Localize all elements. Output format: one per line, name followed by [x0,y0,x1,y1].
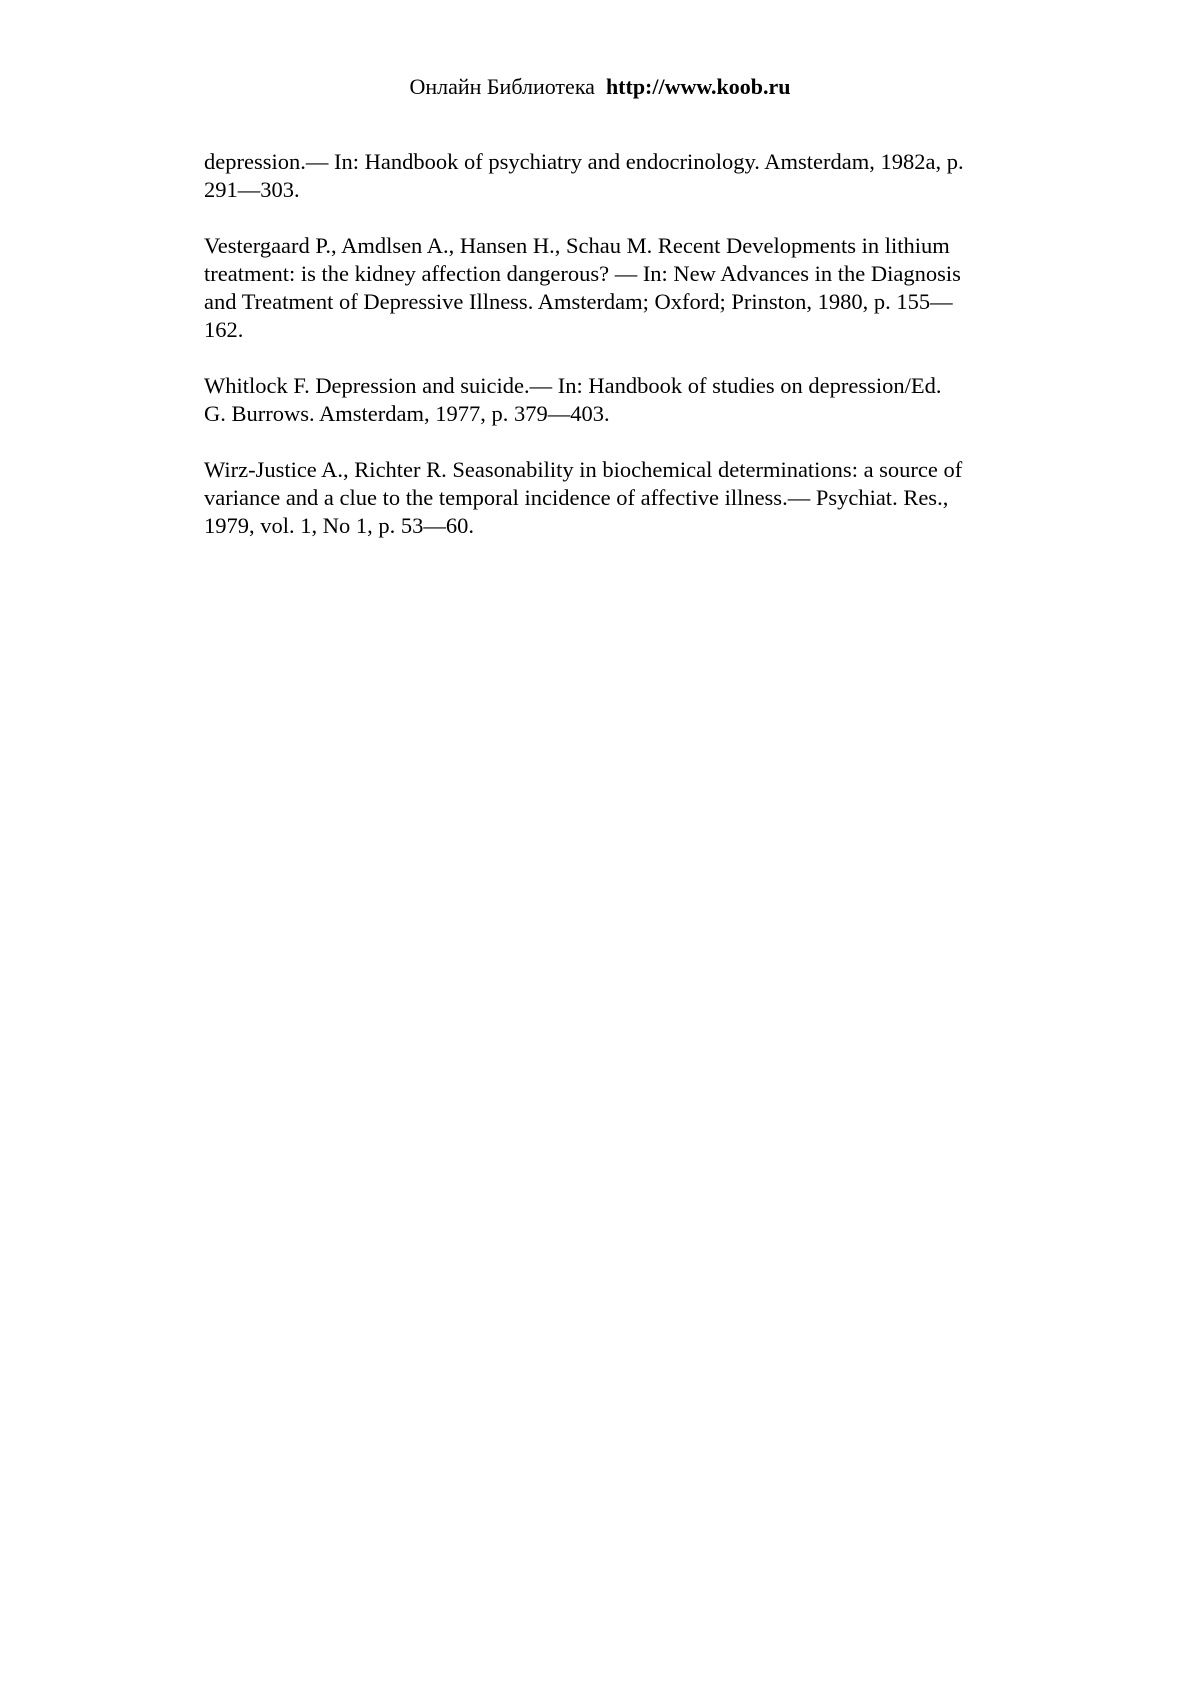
page-header [0,72,1200,102]
reference-line: 291—303. [204,177,300,202]
reference-item [204,148,1034,204]
reference-item [204,232,1034,344]
reference-line: treatment: is the kidney affection dangerous? — In: New Advances in the Diagnosis [204,261,961,286]
reference-line: and Treatment of Depressive Illness. Amsterdam; Oxford; Prinston, 1980, p. 155— [204,289,953,314]
reference-line: depression.— In: Handbook of psychiatry and endocrinology. Amsterdam, 1982a, p. [204,149,964,174]
site-url: http://www.koob.ru [605,74,791,99]
library-name: Онлайн Библиотека [409,74,595,99]
reference-line: variance and a clue to the temporal incidence of affective illness.— Psychiat. Res., [204,485,949,510]
reference-line: Vestergaard P., Amdlsen A., Hansen H., Schau M. Recent Developments in lithium [204,233,950,258]
reference-line: 162. [204,317,244,342]
reference-item [204,456,1034,540]
reference-line: Whitlock F. Depression and suicide.— In: Handbook of studies on depression/Ed. [204,373,942,398]
reference-list [204,148,1034,568]
reference-item [204,372,1034,428]
reference-line: Wirz-Justice A., Richter R. Seasonability in biochemical determinations: a source of [204,457,963,482]
reference-line: 1979, vol. 1, No 1, p. 53—60. [204,513,474,538]
reference-line: G. Burrows. Amsterdam, 1977, p. 379—403. [204,401,610,426]
